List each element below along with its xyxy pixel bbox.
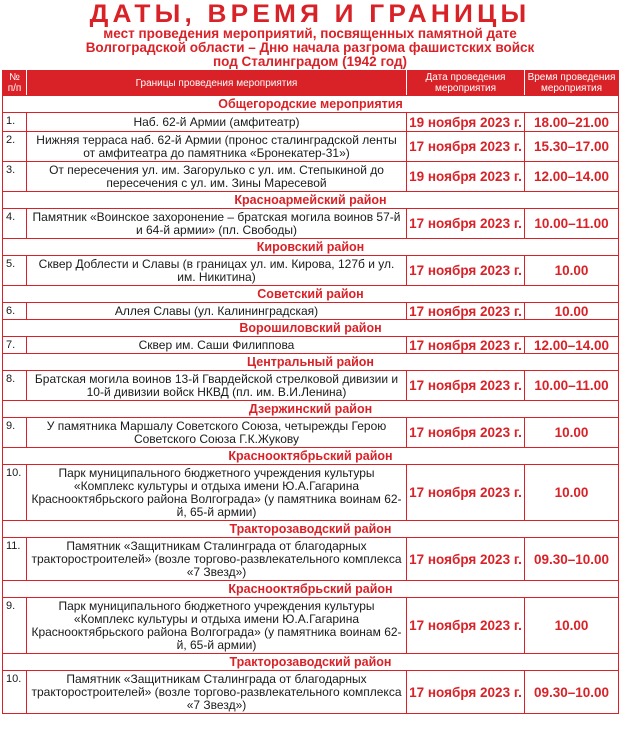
- section-title: Дзержинский район: [3, 401, 619, 418]
- row-number-cell: 10.: [3, 671, 27, 714]
- table-row: [3, 598, 619, 654]
- section-header-row: [3, 96, 619, 113]
- section-header-row: [3, 581, 619, 598]
- column-header-time: Время проведения мероприятия: [525, 71, 619, 96]
- table-row: [3, 209, 619, 239]
- row-number-cell: 6.: [3, 303, 27, 320]
- date-cell: 17 ноября 2023 г.: [407, 418, 525, 448]
- table-header-row: [3, 71, 619, 96]
- section-title: Краснооктябрьский район: [3, 581, 619, 598]
- column-header-date: Дата проведения мероприятия: [407, 71, 525, 96]
- date-cell: 17 ноября 2023 г.: [407, 337, 525, 354]
- place-cell: У памятника Маршалу Советского Союза, четырежды Герою Советского Союза Г.К.Жукову: [27, 418, 407, 448]
- date-cell: 19 ноября 2023 г.: [407, 162, 525, 192]
- time-cell: 10.00–11.00: [525, 371, 619, 401]
- section-title: Ворошиловский район: [3, 320, 619, 337]
- date-cell: 17 ноября 2023 г.: [407, 209, 525, 239]
- place-cell: Памятник «Защитникам Сталинграда от благодарных тракторостроителей» (возле торгово-развлекательного комплекса «7 Звезд»): [27, 671, 407, 714]
- date-cell: 17 ноября 2023 г.: [407, 371, 525, 401]
- table-body: [3, 96, 619, 714]
- row-number-cell: 7.: [3, 337, 27, 354]
- place-cell: Братская могила воинов 13-й Гвардейской стрелковой дивизии и 10-й дивизии войск НКВД (пл. им. В.И.Ленина): [27, 371, 407, 401]
- page-header: [0, 0, 620, 69]
- page-title: ДАТЫ, ВРЕМЯ И ГРАНИЦЫ: [89, 0, 531, 28]
- column-header-place: Границы проведения мероприятия: [27, 71, 407, 96]
- section-title: Красноармейский район: [3, 192, 619, 209]
- date-cell: 17 ноября 2023 г.: [407, 256, 525, 286]
- row-number-cell: 3.: [3, 162, 27, 192]
- section-header-row: [3, 521, 619, 538]
- date-cell: 17 ноября 2023 г.: [407, 538, 525, 581]
- table-row: [3, 337, 619, 354]
- time-cell: 10.00: [525, 303, 619, 320]
- row-number-cell: 8.: [3, 371, 27, 401]
- section-header-row: [3, 354, 619, 371]
- row-number-cell: 1.: [3, 113, 27, 132]
- time-cell: 10.00: [525, 465, 619, 521]
- column-header-number: № п/п: [3, 71, 27, 96]
- time-cell: 09.30–10.00: [525, 538, 619, 581]
- table-row: [3, 538, 619, 581]
- table-row: [3, 671, 619, 714]
- row-number-cell: 11.: [3, 538, 27, 581]
- place-cell: Сквер им. Саши Филиппова: [27, 337, 407, 354]
- table-row: [3, 132, 619, 162]
- row-number-cell: 10.: [3, 465, 27, 521]
- place-cell: Памятник «Воинское захоронение – братская могила воинов 57-й и 64-й армии» (пл. Свободы): [27, 209, 407, 239]
- date-cell: 19 ноября 2023 г.: [407, 113, 525, 132]
- section-title: Общегородские мероприятия: [3, 96, 619, 113]
- time-cell: 18.00–21.00: [525, 113, 619, 132]
- date-cell: 17 ноября 2023 г.: [407, 598, 525, 654]
- subtitle-line: под Сталинградом (1942 год): [212, 54, 408, 69]
- row-number-cell: 5.: [3, 256, 27, 286]
- subtitle-line: мест проведения мероприятий, посвященных памятной дате: [103, 26, 517, 41]
- date-cell: 17 ноября 2023 г.: [407, 303, 525, 320]
- section-header-row: [3, 401, 619, 418]
- section-header-row: [3, 286, 619, 303]
- place-cell: Сквер Доблести и Славы (в границах ул. им. Кирова, 127б и ул. им. Никитина): [27, 256, 407, 286]
- place-cell: От пересечения ул. им. Загорулько с ул. им. Степыкиной до пересечения с ул. им. Зины Маресевой: [27, 162, 407, 192]
- place-cell: Аллея Славы (ул. Калининградская): [27, 303, 407, 320]
- place-cell: Парк муниципального бюджетного учреждения культуры «Комплекс культуры и отдыха имени Ю.А.Гагарина Краснооктябрьского района Волгограда» (у памятника воинам 62-й, 65-й армии): [27, 598, 407, 654]
- date-cell: 17 ноября 2023 г.: [407, 465, 525, 521]
- row-number-cell: 9.: [3, 598, 27, 654]
- table-row: [3, 162, 619, 192]
- place-cell: Памятник «Защитникам Сталинграда от благодарных тракторостроителей» (возле торгово-развлекательного комплекса «7 Звезд»): [27, 538, 407, 581]
- place-cell: Наб. 62-й Армии (амфитеатр): [27, 113, 407, 132]
- page-subtitle: [0, 27, 620, 69]
- table-row: [3, 465, 619, 521]
- row-number-cell: 9.: [3, 418, 27, 448]
- table-row: [3, 303, 619, 320]
- time-cell: 12.00–14.00: [525, 337, 619, 354]
- time-cell: 10.00–11.00: [525, 209, 619, 239]
- section-title: Советский район: [3, 286, 619, 303]
- time-cell: 15.30–17.00: [525, 132, 619, 162]
- table-row: [3, 256, 619, 286]
- section-header-row: [3, 239, 619, 256]
- section-title: Кировский район: [3, 239, 619, 256]
- time-cell: 10.00: [525, 256, 619, 286]
- events-table: [2, 70, 619, 714]
- section-title: Центральный район: [3, 354, 619, 371]
- row-number-cell: 2.: [3, 132, 27, 162]
- section-header-row: [3, 654, 619, 671]
- date-cell: 17 ноября 2023 г.: [407, 671, 525, 714]
- section-title: Краснооктябрьский район: [3, 448, 619, 465]
- table-row: [3, 418, 619, 448]
- time-cell: 10.00: [525, 418, 619, 448]
- subtitle-line: Волгоградской области – Дню начала разгрома фашистских войск: [85, 40, 535, 55]
- time-cell: 12.00–14.00: [525, 162, 619, 192]
- place-cell: Парк муниципального бюджетного учреждения культуры «Комплекс культуры и отдыха имени Ю.А.Гагарина Краснооктябрьского района Волгограда» (у памятника воинам 62-й, 65-й армии): [27, 465, 407, 521]
- time-cell: 09.30–10.00: [525, 671, 619, 714]
- table-row: [3, 113, 619, 132]
- table-row: [3, 371, 619, 401]
- section-title: Тракторозаводский район: [3, 654, 619, 671]
- section-title: Тракторозаводский район: [3, 521, 619, 538]
- date-cell: 17 ноября 2023 г.: [407, 132, 525, 162]
- section-header-row: [3, 448, 619, 465]
- time-cell: 10.00: [525, 598, 619, 654]
- section-header-row: [3, 320, 619, 337]
- row-number-cell: 4.: [3, 209, 27, 239]
- place-cell: Нижняя терраса наб. 62-й Армии (пронос сталинградской ленты от амфитеатра до памятника «Бронекатер-31»): [27, 132, 407, 162]
- section-header-row: [3, 192, 619, 209]
